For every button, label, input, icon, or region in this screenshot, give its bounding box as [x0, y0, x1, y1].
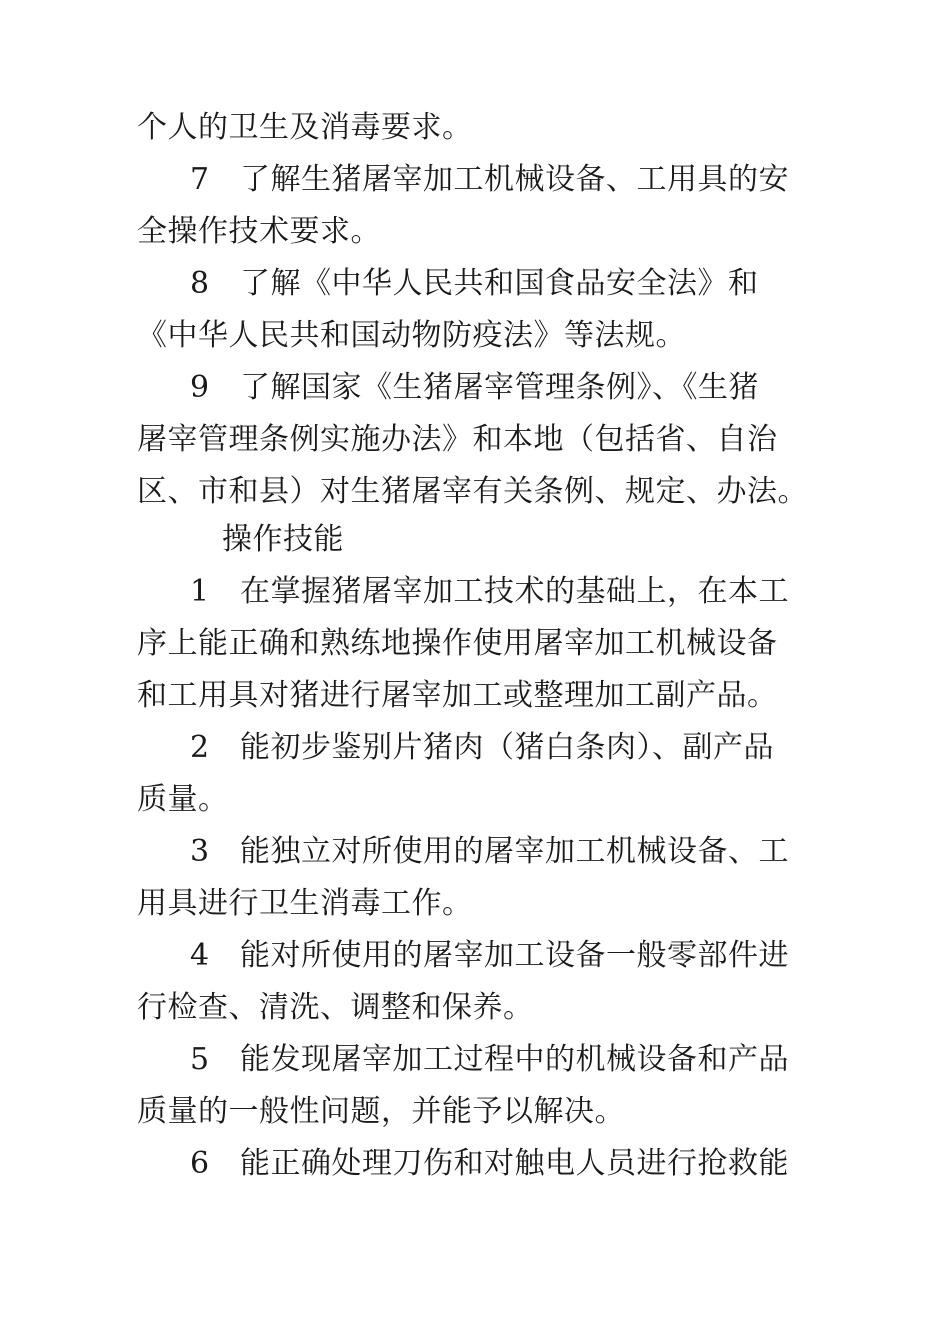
list-item-8: [190, 266, 759, 302]
text-line: 个人的卫生及消毒要求。: [137, 110, 473, 145]
list-item-9: [190, 370, 759, 406]
list-item-3: [190, 834, 789, 870]
list-item-2: [190, 730, 774, 766]
item-number: 4: [190, 938, 210, 973]
text-line: 屠宰管理条例实施办法》和本地（包括省、自治: [137, 422, 778, 457]
text-line: 区、市和县）对生猪屠宰有关条例、规定、办法。: [137, 474, 808, 509]
item-text: 能独立对所使用的屠宰加工机械设备、工: [240, 834, 789, 869]
item-text: 能正确处理刀伤和对触电人员进行抢救能: [240, 1146, 789, 1181]
section-heading: 操作技能: [222, 522, 344, 557]
item-number: 8: [190, 266, 210, 301]
item-text: 了解国家《生猪屠宰管理条例》、《生猪: [240, 370, 759, 405]
text-line: 序上能正确和熟练地操作使用屠宰加工机械设备: [137, 626, 778, 661]
text-line: 质量。: [137, 782, 229, 817]
list-item-4: [190, 938, 789, 974]
text-line: 用具进行卫生消毒工作。: [137, 886, 473, 921]
item-text: 了解生猪屠宰加工机械设备、工用具的安: [240, 162, 789, 197]
item-text: 能对所使用的屠宰加工设备一般零部件进: [240, 938, 789, 973]
item-text: 在掌握猪屠宰加工技术的基础上，在本工: [240, 574, 789, 609]
item-number: 1: [190, 574, 210, 609]
list-item-5: [190, 1042, 789, 1078]
list-item-7: [190, 162, 789, 198]
text-line: 和工用具对猪进行屠宰加工或整理加工副产品。: [137, 678, 778, 713]
item-number: 7: [190, 162, 210, 197]
item-text: 能初步鉴别片猪肉（猪白条肉）、副产品: [240, 730, 774, 765]
text-line: 质量的一般性问题，并能予以解决。: [137, 1094, 625, 1129]
item-number: 9: [190, 370, 210, 405]
item-number: 6: [190, 1146, 210, 1181]
item-number: 5: [190, 1042, 210, 1077]
item-number: 2: [190, 730, 210, 765]
item-number: 3: [190, 834, 210, 869]
text-line: 行检查、清洗、调整和保养。: [137, 990, 534, 1025]
list-item-1: [190, 574, 789, 610]
item-text: 能发现屠宰加工过程中的机械设备和产品: [240, 1042, 789, 1077]
item-text: 了解《中华人民共和国食品安全法》和: [240, 266, 759, 301]
text-line: 全操作技术要求。: [137, 214, 381, 249]
list-item-6: [190, 1146, 789, 1182]
text-line: 《中华人民共和国动物防疫法》等法规。: [137, 318, 686, 353]
